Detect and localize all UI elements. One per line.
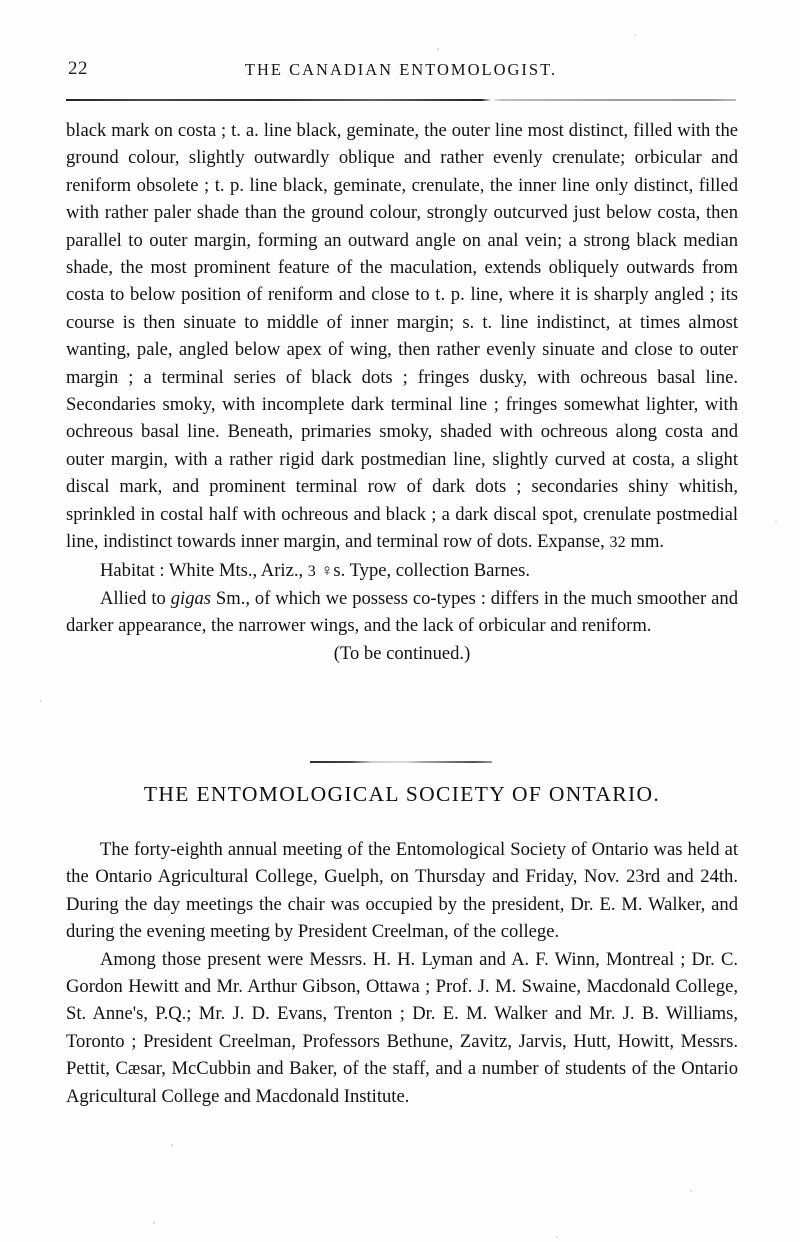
description-paragraph	[66, 117, 738, 557]
allied-rest: Sm., of which we possess co-types : differs in the much smoother and darker appearance, the narrower wings, and the lack of orbicular and reniform.	[66, 587, 738, 637]
habitat-sex-suffix: s.	[333, 559, 346, 581]
section-heading: THE ENTOMOLOGICAL SOCIETY OF ONTARIO.	[143, 782, 661, 806]
scan-speck	[153, 1221, 155, 1224]
allied-prefix: Allied to	[100, 587, 166, 609]
society-paragraph-1: The forty-eighth annual meeting of the Entomological Society of Ontario was held at the Ontario Agricultural College, Guelph, on Thursday and Friday, Nov. 23rd and 24th. During the day meetings the chair was occupied by the president, Dr. E. M. Walker, and during the evening meeting by President Creelman, of the college.	[66, 839, 738, 943]
habitat-label: Habitat :	[100, 559, 165, 581]
allied-species-name: gigas	[170, 587, 212, 609]
female-symbol-icon: ♀	[320, 560, 334, 580]
scan-speck	[40, 700, 42, 702]
continued-note: (To be continued.)	[333, 642, 471, 664]
section-divider-rule	[310, 761, 492, 763]
habitat-paragraph	[66, 557, 738, 585]
habitat-locality: White Mts., Ariz.,	[168, 559, 304, 581]
scan-speck	[634, 34, 636, 36]
society-section-block	[66, 836, 738, 1110]
scan-speck	[775, 521, 777, 523]
habitat-count: 3	[307, 562, 316, 580]
expanse-label: Expanse,	[537, 531, 605, 553]
type-note: Type, collection Barnes.	[349, 559, 531, 581]
scan-speck	[171, 1144, 173, 1147]
expanse-value: 32	[609, 534, 626, 552]
header-rule	[66, 99, 736, 101]
page-number: 22	[68, 58, 88, 79]
expanse-unit: mm.	[630, 531, 665, 553]
species-description-block	[66, 117, 738, 667]
journal-title: THE CANADIAN ENTOMOLOGIST.	[244, 60, 558, 79]
running-head	[66, 58, 736, 84]
society-paragraph-2: Among those present were Messrs. H. H. Lyman and A. F. Winn, Montreal ; Dr. C. Gordon Hewitt and Mr. Arthur Gibson, Ottawa ; Prof. J. M. Swaine, Macdonald College, St. Anne's, P.Q.; Mr. J. D. Evans, Trenton ; Dr. E. M. Walker and Mr. J. B. Williams, Toronto ; President Creelman, Professors Bethune, Zavitz, Jarvis, Hutt, Howitt, Messrs. Pettit, Cæsar, McCubbin and Baker, of the staff, and a number of students of the Ontario Agricultural College and Macdonald Institute.	[66, 948, 738, 1107]
description-text: black mark on costa ; t. a. line black, geminate, the outer line most distinct, filled with the ground colour, slightly outwardly oblique and rather evenly crenulate; orbicular and reniform obsolete ; t. p. line black, geminate, crenulate, the inner line only distinct, filled with rather paler shade than the ground colour, strongly outcurved just below costa, then parallel to outer margin, forming an outward angle on anal vein; a strong black median shade, the most prominent feature of the maculation, extends obliquely outwards from costa to below position of reniform and close to t. p. line, where it is sharply angled ; its course is then sinuate to middle of inner margin; s. t. line indistinct, at times almost wanting, pale, angled below apex of wing, then rather evenly sinuate and close to outer margin ; a terminal series of black dots ; fringes dusky, with ochreous basal line. Secondaries smoky, with incomplete dark terminal line ; fringes somewhat lighter, with ochreous basal line. Beneath, primaries smoky, shaded with ochreous along costa and outer margin, with a rather rigid dark postmedian line, slightly curved at costa, a slight discal mark, and prominent terminal row of dark dots ; secondaries shiny whitish, sprinkled in costal half with ochreous and black ; a dark discal spot, crenulate postmedial line, indistinct towards inner margin, and terminal row of dots.	[66, 120, 738, 553]
scan-speck	[690, 1190, 692, 1192]
scan-speck	[437, 48, 439, 51]
allied-paragraph	[66, 585, 738, 640]
scan-speck	[556, 1236, 558, 1238]
